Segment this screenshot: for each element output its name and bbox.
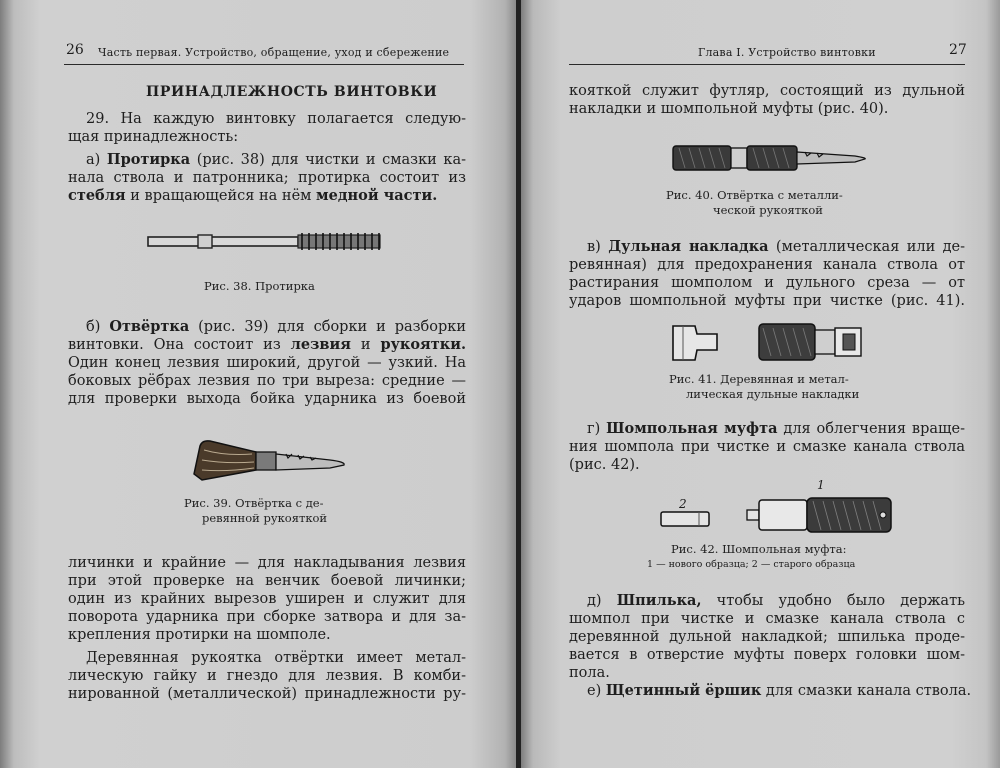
fig42-caption: Рис. 42. Шомпольная муфта: — [671, 542, 847, 556]
fig39-caption-line-1: Рис. 39. Отвёртка с де- — [184, 496, 324, 510]
fig39-screwdriver-wooden-illustration — [190, 438, 350, 482]
text-line: боковых рёбрах лезвия по три выреза: средние — — [68, 373, 466, 389]
text-line: для проверки выхода бойка ударника из боевой — [68, 391, 466, 407]
header-rule-right — [569, 64, 965, 65]
fig42-label-2: 2 — [679, 497, 687, 511]
text-line: ударов шомпольной муфты при чистке (рис. 41). — [569, 293, 965, 309]
text-line: г) Шомпольная муфта для облегчения враще- — [587, 420, 965, 437]
fig41-caption-line-1: Рис. 41. Деревянная и метал- — [669, 372, 849, 386]
text-line: б) Отвёртка (рис. 39) для сборки и разборки — [86, 318, 466, 335]
header-rule-left — [64, 64, 464, 65]
text-line: щая принадлежность: — [68, 129, 239, 145]
text-line: 29. На каждую винтовку полагается следую- — [86, 111, 466, 127]
fig40-screwdriver-metal-illustration — [671, 142, 871, 174]
fig40-caption-line-1: Рис. 40. Отвёртка с металли- — [666, 188, 843, 202]
page-number-right: 27 — [949, 42, 967, 58]
fig41-muzzle-covers-illustration — [669, 320, 869, 368]
fig42-ramrod-couplings-illustration — [659, 490, 899, 534]
right-page — [521, 0, 1000, 768]
text-line: лическую гайку и гнездо для лезвия. В комби- — [68, 668, 466, 684]
fig40-caption-line-2: ческой рукояткой — [713, 203, 823, 217]
fig41-caption-line-2: лическая дульные накладки — [686, 387, 860, 401]
text-line: поворота ударника при сборке затвора и для за- — [68, 609, 466, 625]
text-line: крепления протирки на шомполе. — [68, 627, 331, 643]
text-line: накладки и шомпольной муфты (рис. 40). — [569, 101, 889, 117]
fig38-caption: Рис. 38. Протирка — [204, 279, 315, 293]
page-number-left: 26 — [66, 42, 84, 58]
text-line: вается в отверстие муфты поверх головки шом- — [569, 647, 965, 663]
running-head-left: Часть первая. Устройство, обращение, уход и сбережение — [98, 46, 450, 59]
text-line: Деревянная рукоятка отвёртки имеет метал- — [86, 650, 466, 666]
fig38-cleaning-rod-illustration — [146, 228, 386, 258]
text-line: Один конец лезвия широкий, другой — узкий. На — [68, 355, 466, 371]
text-line: нала ствола и патронника; протирка состоит из — [68, 170, 466, 186]
text-line: кояткой служит футляр, состоящий из дульной — [569, 83, 965, 99]
text-line: (рис. 42). — [569, 457, 640, 473]
text-line: один из крайних вырезов уширен и служит для — [68, 591, 466, 607]
text-line: стебля и вращающейся на нём медной части. — [68, 187, 438, 204]
text-line: винтовки. Она состоит из лезвия и рукоятки. — [68, 336, 467, 353]
text-line: ния шомпола при чистке и смазке канала ствола — [569, 439, 965, 455]
text-line: при этой проверке на венчик боевой личинки; — [68, 573, 466, 589]
text-line: личинки и крайние — для накладывания лезвия — [68, 555, 466, 571]
text-line: ревянная) для предохранения канала ствола от — [569, 257, 965, 273]
text-line: в) Дульная накладка (металлическая или де- — [587, 238, 965, 255]
fig39-caption-line-2: ревянной рукояткой — [202, 511, 328, 525]
fig42-label-1: 1 — [817, 478, 825, 492]
fig42-subcaption: 1 — нового образца; 2 — старого образца — [647, 559, 856, 570]
text-line: е) Щетинный ёршик для смазки канала ствола. — [587, 682, 972, 699]
text-line: растирания шомполом и дульного среза — от — [569, 275, 965, 291]
text-line: а) Протирка (рис. 38) для чистки и смазки ка- — [86, 151, 466, 168]
running-head-right: Глава I. Устройство винтовки — [698, 46, 876, 59]
text-line: деревянной дульной накладкой; шпилька проде- — [569, 629, 965, 645]
text-line: пола. — [569, 665, 610, 681]
text-line: шомпол при чистке и смазке канала ствола с — [569, 611, 965, 627]
section-title: ПРИНАДЛЕЖНОСТЬ ВИНТОВКИ — [146, 84, 438, 100]
text-line: д) Шпилька, чтобы удобно было держать — [587, 592, 965, 609]
text-line: нированной (металлической) принадлежности ру- — [68, 686, 466, 702]
